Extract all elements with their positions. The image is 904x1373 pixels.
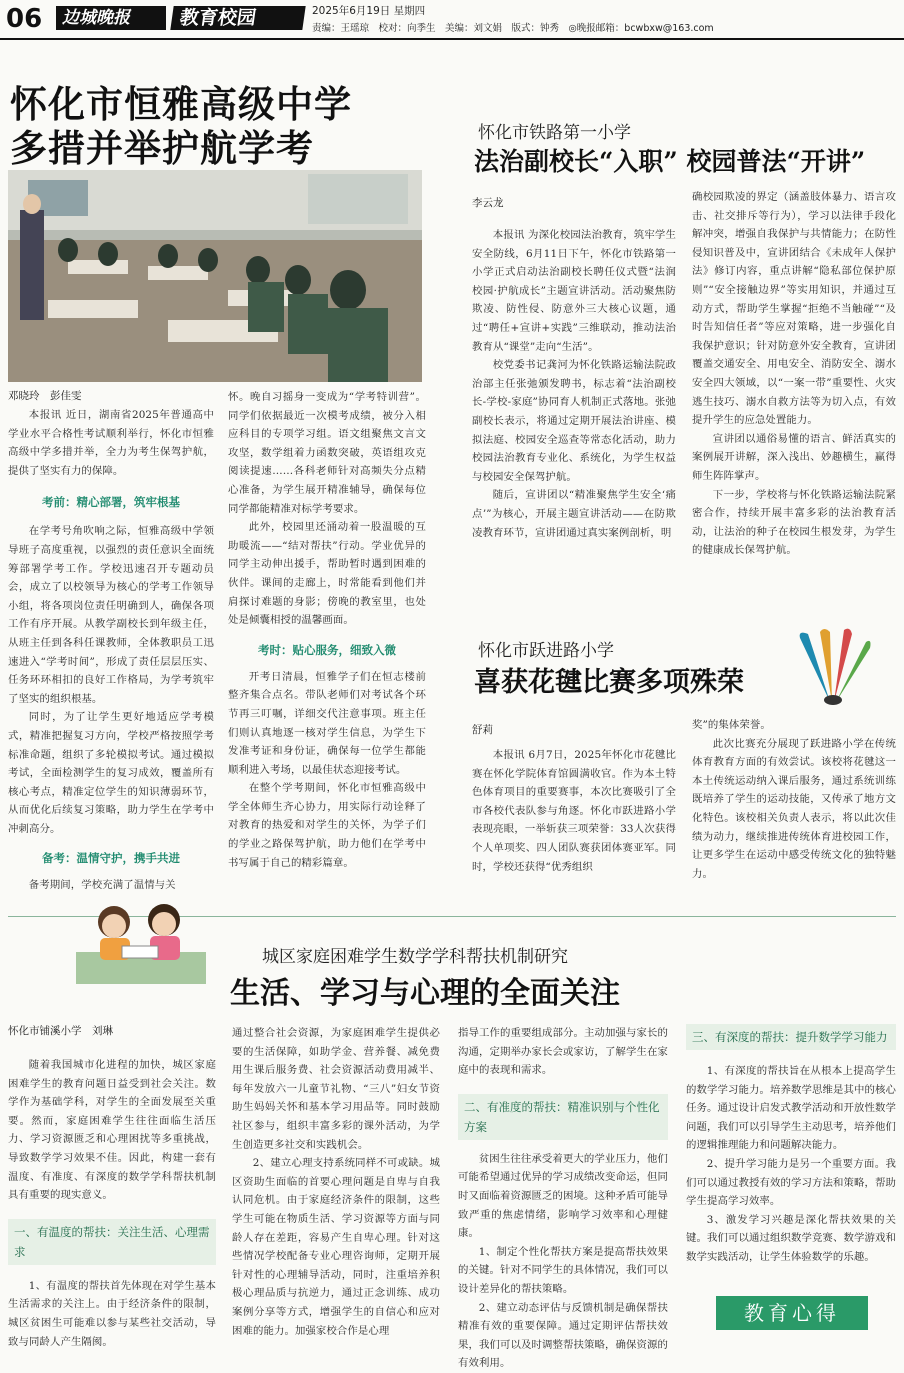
article-4-para: 2、建立心理支持系统同样不可或缺。城区资助生面临的首要心理问题是自卑与自我认同危机。由于家庭经济条件的限制，这些学生可能在物质生活、学习资源等方面与同龄人存在差距，容易产生自卑心理。针对这些情况学校配备专业心理咨询师，定期开展针对性的心理辅导活动，同时，注重培养积极心理品质与抗逆力，通过正念训练、成功案例分享等方式，增强学生的自信心和应对困难的能力。加强家校合作是心理: [232, 1157, 440, 1337]
article-3-title: 喜获花毽比赛多项殊荣: [474, 667, 744, 698]
article-4-title: 生活、学习与心理的全面关注: [230, 976, 620, 1011]
article-1-para: 同时，为了让学生更好地适应学考模式，精准把握复习方向，学校严格按照学考标准命题，组织了多轮模拟考试。通过模拟考试，全面检测学生的复习成效，覆盖所有核心考点，精准定位学生的知识薄弱环节，从而优化后续复习策略，助力学生在学考中冲刺高分。: [8, 711, 214, 835]
article-1-para: 此外，校园里还涌动着一股温暖的互助暖流——“结对帮扶”行动。学业优异的同学主动伸出援手，帮助暂时遇到困难的伙伴。课间的走廊上，时常能看到他们并肩探讨难题的身影；傍晚的教室里，也处处是倾囊相授的温馨画面。: [228, 521, 426, 627]
article-2-col-2: [692, 188, 896, 560]
issue-date: 2025年6月19日 星期四: [312, 5, 426, 17]
article-1-subhead-1: 考前：精心部署，筑牢根基: [42, 495, 180, 510]
article-3-para: 奖”的集体荣誉。: [692, 719, 771, 731]
article-4-para: 2、提升学习能力是另一个重要方面。我们可以通过教授有效的学习方法和策略，帮助学生提高学习效率。: [686, 1157, 896, 1208]
article-3-col-1: [472, 736, 676, 876]
article-4-section-heading-1: 一、有温度的帮扶：关注生活、心理需求: [8, 1219, 216, 1265]
masthead: [0, 0, 904, 36]
article-1-para: 在整个学考期间，怀化市恒雅高级中学全体师生齐心协力，用实际行动诠释了对教育的热爱和对学生的关怀，为学子们的学业之路保驾护航，助力他们在学考中书写属于自己的精彩篇章。: [228, 782, 426, 869]
article-4-para: 通过整合社会资源，为家庭困难学生提供必要的生活保障，如助学金、营养餐、减免费用生课后服务费、社会资源活动费用减半、每年发放六一儿童节礼物、“三八”妇女节资助生妈妈关怀和基本学习用品等。同时鼓励社区参与，组织丰富多彩的课外活动，为学生创造更多社交和实践机会。: [232, 1027, 440, 1151]
article-1-title-1: 怀化市恒雅高级中学: [10, 83, 352, 126]
shuttlecock-icon: [790, 626, 874, 706]
page-number: 06: [6, 4, 43, 34]
article-4-col-3: [458, 1024, 668, 1373]
article-1-title-2: 多措并举护航学考: [10, 127, 314, 170]
article-4-para: 指导工作的重要组成部分。主动加强与家长的沟通，定期举办家长会或家访，了解学生在家庭中的表现和需求。: [458, 1027, 668, 1077]
article-1-byline: 邓晓玲 彭佳雯: [8, 390, 82, 402]
exam-room-photo: [8, 170, 422, 382]
section-name: 教育校园: [170, 6, 305, 30]
article-1-para: 本报讯 近日，湖南省2025年普通高中学业水平合格性考试顺利举行，怀化市恒雅高级中学多措并举，全力为考生保驾护航，提供了坚实有力的保障。: [8, 409, 214, 477]
paper-name: 边城晚报: [56, 6, 166, 30]
article-2-para: 宣讲团以通俗易懂的语言、鲜活真实的案例展开讲解，深入浅出、妙趣横生，赢得师生阵阵掌声。: [692, 432, 896, 482]
article-2-para: 随后，宣讲团以“精准聚焦学生安全‘痛点’”为核心，开展主题宣讲活动——在防欺凌教育环节，宣讲团通过真实案例剖析，明: [472, 489, 676, 539]
article-4-col-2: [232, 1024, 440, 1340]
article-1-col-2: [228, 388, 426, 872]
article-2-para: 校党委书记龚河为怀化铁路运输法院政治部主任张弛颁发聘书，标志着“法治副校长-学校-家庭”协同育人机制正式落地。张弛副校长表示，将通过定期开展法治讲座、模拟法庭、校园安全巡查等常态化活动，助力校园法治教育专业化、系统化，为学生权益与校园安全保驾护航。: [472, 359, 676, 483]
article-4-para: 1、有温度的帮扶首先体现在对学生基本生活需求的关注上。由于经济条件的限制，城区贫困生可能难以参与某些社交活动，导致与同龄人产生隔阂。: [8, 1279, 216, 1348]
article-4-para: 2、建立动态评估与反馈机制是确保帮扶精准有效的重要保障。通过定期评估帮扶效果，我们可以及时调整帮扶策略，确保资源的有效利用。: [458, 1301, 668, 1370]
article-4-para: 3、激发学习兴趣是深化帮扶效果的关键。我们可以通过组织数学竞赛、数学游戏和数学实践活动，让学生体验数学的乐趣。: [686, 1213, 896, 1263]
article-1-para: 在学考号角吹响之际，恒雅高级中学领导班子高度重视，以强烈的责任意识全面统筹部署学考工作。学校迅速召开专题动员会，成立了以校领导为核心的学考工作领导小组，将各项岗位责任明确到人，确保各项工作有序开展。从教学副校长到年级主任，从班主任到各科任课教师，全体教职员工迅速进入“学考时间”，形成了责任层层压实、任务环环相扣的良好工作格局，为学考筑牢了坚实的组织根基。: [8, 525, 214, 705]
article-1-para: 怀。晚自习摇身一变成为“学考特训营”。同学们依据最近一次模考成绩，被分入相应科目的专项学习组。语文组聚焦文言文攻坚，数学组着力函数突破，英语组攻克阅读提速……各科老师针对高频失分点精心准备，为学生展开精准辅导，确保每位同学都能精准对标学考要求。: [228, 391, 426, 515]
article-2-title: 法治副校长“入职” 校园普法“开讲”: [474, 147, 866, 176]
article-3-kicker: 怀化市跃进路小学: [478, 641, 614, 661]
children-reading-illustration: [76, 896, 206, 984]
article-4-para: 1、制定个性化帮扶方案是提高帮扶效果的关键。针对不同学生的具体情况，我们可以设计差异化的帮扶策略。: [458, 1245, 668, 1295]
article-1-subhead-2: 备考：温情守护，携手共进: [42, 851, 180, 866]
article-1-para: 备考期间，学校充满了温情与关: [28, 879, 176, 892]
article-4-para: 贫困生往往承受着更大的学业压力，他们可能希望通过优异的学习成绩改变命运，但同时又面临着资源匮乏的困境。这种矛盾可能导致严重的焦虑情绪，影响学习效率和心理健康。: [458, 1152, 668, 1240]
article-2-para: 下一步，学校将与怀化铁路运输法院紧密合作，持续开展丰富多彩的法治教育活动，让法治的种子在校园生根发芽，为学生的健康成长保驾护航。: [692, 488, 896, 557]
article-3-para: 本报讯 6月7日，2025年怀化市花毽比赛在怀化学院体育馆圆满收官。作为本土特色体育项目的重要赛事，本次比赛吸引了全市各校代表队参与角逐。怀化市跃进路小学表现亮眼，一举斩获三项荣誉：33人次获得个人单项奖、四人团队赛获团体赛亚军。同时，学校还获得“优秀组织: [472, 749, 676, 873]
article-4-col-4: [686, 1024, 896, 1267]
article-1-para: 开考日清晨，恒雅学子们在恒志楼前整齐集合点名。带队老师们对考试各个环节再三叮嘱，详细交代注意事项。班主任们则认真地逐一核对学生信息，为学生下发准考证和身份证，确保每一位学生都能顺利进入考场，以最佳状态迎接考试。: [228, 670, 426, 776]
article-3-byline: 舒莉: [472, 724, 493, 736]
article-2-col-1: [472, 212, 676, 542]
article-2-kicker: 怀化市铁路第一小学: [478, 123, 631, 143]
article-4-col-1: [8, 1044, 216, 1351]
article-4-para: 1、有深度的帮扶旨在从根本上提高学生的数学学习能力。培养数学思维是其中的核心任务。通过设计启发式教学活动和开放性数学问题，我们可以引导学生主动思考，培养他们的逻辑推理能力和问题解决能力。: [686, 1065, 896, 1152]
article-4-section-heading-2: 二、有准度的帮扶：精准识别与个性化方案: [458, 1094, 668, 1140]
article-2-para: 本报讯 为深化校园法治教育，筑牢学生安全防线，6月11日下午，怀化市铁路第一小学正式启动法治副校长聘任仪式暨“法润校园·护航成长”主题宣讲活动。活动聚焦防欺凌、防性侵、防意外三大核心议题，通过“聘任+宣讲+实践”三维联动，推动法治教育从“课堂”走向“生活”。: [472, 229, 676, 353]
article-2-byline: 李云龙: [472, 197, 504, 209]
article-4-section-heading-3: 三、有深度的帮扶：提升数学学习能力: [686, 1024, 896, 1050]
article-1-subhead-3: 考时：贴心服务，细致入微: [258, 642, 396, 657]
masthead-rule: [0, 38, 904, 40]
article-4-para: 随着我国城市化进程的加快，城区家庭困难学生的教育问题日益受到社会关注。数学作为基础学科，对学生的全面发展至关重要。然而，家庭困难学生往往面临生活压力、学习资源匮乏和心理困扰等多重挑战，导致数学学习效果不佳。因此，构建一套有温度、有准度、有深度的数学学科帮扶机制具有重要的现实意义。: [8, 1059, 216, 1202]
article-1-col-1: [8, 406, 214, 895]
article-4-kicker: 城区家庭困难学生数学学科帮扶机制研究: [262, 947, 568, 967]
article-3-para: 此次比赛充分展现了跃进路小学在传统体育教育方面的有效尝试。该校将花毽这一本土传统运动纳入课后服务，通过系统训练既培养了学生的运动技能，又传承了地方文化特色。该校相关负责人表示，将以此次佳绩为动力，继续推进传统体育进校园工作，让更多学生在运动中感受传统文化的独特魅力。: [692, 737, 896, 880]
column-badge: 教育心得: [716, 1296, 868, 1330]
article-4-byline: 怀化市铺溪小学 刘琳: [8, 1025, 113, 1037]
article-3-col-2: [692, 716, 896, 883]
staff-line: 责编：王瑶琼 校对：向季生 美编：刘文娟 版式：钟秀 ◎晚报邮箱：bcwbxw@163.com: [312, 23, 714, 34]
article-2-para: 确校园欺凌的界定（涵盖肢体暴力、语言攻击、社交排斥等行为），学习以法律手段化解冲突，增强自我保护与共情能力；在防性侵知识普及中，宣讲团结合《未成年人保护法》修订内容，重点讲解“隐私部位保护原则”“安全接触边界”等实用知识，并通过互动方式，帮助学生掌握“拒绝不当触碰”“及时告知信任者”等应对策略，进一步强化自我保护意识；针对防意外安全教育，宣讲团覆盖交通安全、用电安全、消防安全、溺水安全四大领域，以“一案一带”重要性、火灾逃生技巧、溺水自救方法等为切入点，有效提升学生的应急处置能力。: [692, 191, 896, 427]
